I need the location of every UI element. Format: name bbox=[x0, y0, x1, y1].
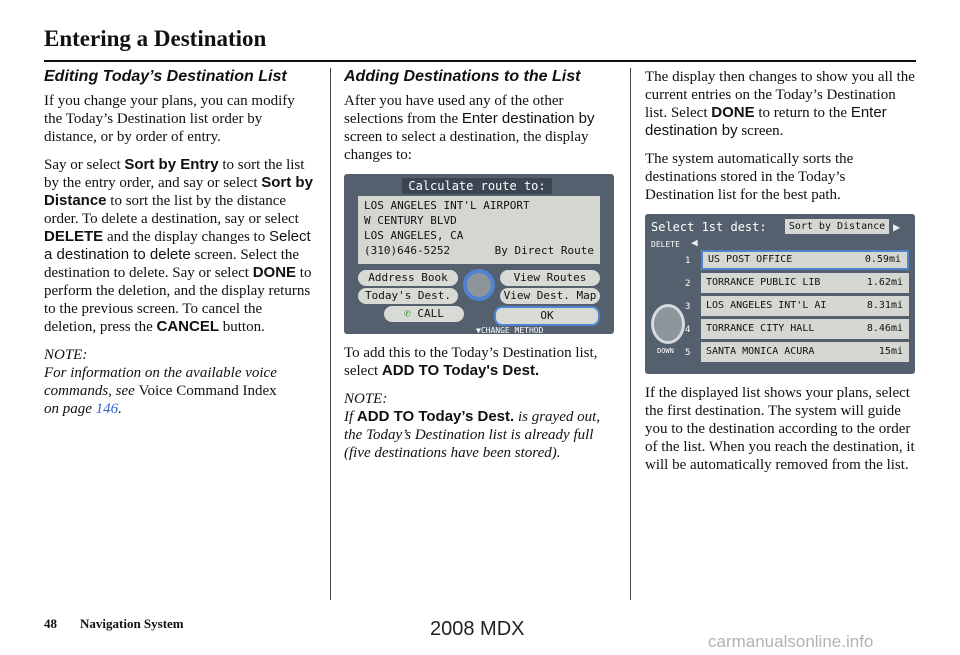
destination-info bbox=[358, 196, 600, 264]
list-item[interactable] bbox=[701, 319, 909, 339]
dest-name: LOS ANGELES INT'L AI bbox=[706, 300, 827, 311]
dest-distance: 1.62mi bbox=[866, 277, 903, 288]
list-numbers bbox=[685, 250, 690, 365]
editing-intro: If you change your plans, you can modify the Today’s Destination list order by distance, or by order of entry. bbox=[44, 93, 295, 145]
dest-line: LOS ANGELES INT'L AIRPORT bbox=[364, 199, 530, 212]
section-heading-adding: Adding Destinations to the List bbox=[344, 68, 581, 85]
keyword-add-to-todays-dest: ADD TO Today's Dest. bbox=[381, 362, 540, 379]
text: . bbox=[118, 401, 122, 417]
list-number: 2 bbox=[685, 279, 691, 289]
footer-section: Navigation System bbox=[80, 616, 184, 631]
text: After you have used any of the other selections from the bbox=[344, 93, 564, 127]
phone-icon: ✆ bbox=[404, 307, 418, 320]
change-method-label: ▼CHANGE METHOD bbox=[476, 326, 544, 334]
keyword-done: DONE bbox=[711, 104, 755, 121]
text: and the display changes to bbox=[103, 229, 269, 245]
auto-sort-text: The system automatically sorts the destinations stored in the Today’s Destination list for the best path. bbox=[645, 151, 854, 203]
page-link[interactable]: 146 bbox=[95, 401, 119, 417]
dest-distance: 0.59mi bbox=[864, 254, 901, 265]
note-label: NOTE: bbox=[44, 347, 88, 363]
column-adding bbox=[344, 68, 616, 472]
dest-distance: 8.46mi bbox=[866, 323, 903, 334]
address-book-label: Address Book bbox=[368, 271, 448, 284]
dest-name: SANTA MONICA ACURA bbox=[706, 346, 815, 357]
keyword-sort-by-distance: Sort by Distance bbox=[44, 174, 313, 209]
list-item[interactable] bbox=[701, 250, 909, 270]
keyword-add-to-todays-dest: ADD TO Today’s Dest. bbox=[356, 408, 515, 425]
keyword-cancel: CANCEL bbox=[156, 318, 219, 335]
dest-distance: 8.31mi bbox=[866, 300, 903, 311]
list-number: 4 bbox=[685, 325, 691, 335]
column-divider bbox=[630, 68, 631, 600]
list-number: 5 bbox=[685, 348, 691, 358]
text: to perform the deletion, and the display returns to the previous screen. To cancel the deletion, press the bbox=[44, 265, 312, 335]
dest-line: LOS ANGELES, CA bbox=[364, 229, 464, 242]
column-divider bbox=[330, 68, 331, 600]
column-list bbox=[645, 68, 917, 484]
selector-knob-icon bbox=[651, 304, 685, 344]
note-label: NOTE: bbox=[344, 391, 388, 407]
selector-knob-icon bbox=[463, 269, 495, 301]
down-label: DOWN bbox=[657, 347, 674, 355]
text: screen to select a destination, the display changes to: bbox=[344, 129, 589, 163]
text: screen. bbox=[737, 123, 784, 139]
call-button[interactable] bbox=[384, 306, 464, 322]
adding-intro bbox=[344, 92, 616, 164]
text: to return to the bbox=[754, 105, 851, 121]
call-label: CALL bbox=[417, 307, 444, 320]
dest-name: TORRANCE CITY HALL bbox=[706, 323, 815, 334]
route-method: By Direct Route bbox=[494, 244, 594, 257]
keyword-done: DONE bbox=[252, 264, 297, 281]
text: button. bbox=[218, 319, 265, 335]
text: Say or select bbox=[44, 157, 125, 173]
dest-name: TORRANCE PUBLIC LIB bbox=[706, 277, 821, 288]
text: is grayed out, the Today’s Destination list is already full (five destinations have been stored). bbox=[344, 409, 601, 461]
list-item[interactable] bbox=[701, 296, 909, 316]
list-item[interactable] bbox=[701, 342, 909, 362]
dest-distance: 15mi bbox=[878, 346, 903, 357]
text: To add this to the Today’s Destination list, select bbox=[344, 345, 598, 379]
keyword-delete: DELETE bbox=[44, 228, 104, 245]
text: on page bbox=[44, 401, 96, 417]
editing-instructions bbox=[44, 156, 316, 336]
list-number: 1 bbox=[685, 256, 691, 266]
screenshot-calculate-route bbox=[344, 174, 614, 334]
model-watermark: 2008 MDX bbox=[430, 618, 525, 640]
section-heading-editing: Editing Today’s Destination List bbox=[44, 68, 287, 85]
text: If bbox=[344, 409, 357, 425]
column-editing bbox=[44, 68, 316, 428]
destination-list bbox=[701, 250, 909, 365]
delete-label[interactable]: DELETE bbox=[651, 240, 680, 249]
todays-dest-label: Today's Dest. bbox=[364, 289, 452, 302]
view-dest-map-button[interactable]: View Dest. Map bbox=[500, 288, 600, 304]
text: to sort the list by the entry order, and say or select bbox=[44, 157, 305, 191]
dest-phone-route bbox=[364, 243, 594, 258]
site-watermark: carmanualsonline.info bbox=[708, 632, 874, 651]
note-voice-commands bbox=[44, 364, 316, 418]
adding-instruction bbox=[344, 344, 616, 380]
dest-name: US POST OFFICE bbox=[708, 254, 793, 265]
screen-name-enter-destination: Enter destination by bbox=[461, 110, 595, 127]
text: to sort the list by the distance order. To delete a destination, say or select bbox=[44, 193, 299, 227]
list-item[interactable] bbox=[701, 273, 909, 293]
phone-number: (310)646-5252 bbox=[364, 244, 451, 257]
screen-header: Calculate route to: bbox=[402, 178, 552, 194]
note-list-full bbox=[344, 408, 616, 462]
keyword-sort-by-entry: Sort by Entry bbox=[124, 156, 219, 173]
back-arrow-icon[interactable]: ◀ bbox=[691, 236, 698, 249]
screenshot-select-1st-dest bbox=[645, 214, 915, 374]
add-to-todays-dest-button[interactable] bbox=[358, 288, 458, 304]
guidance-text: If the displayed list shows your plans, select the first destination. The system will guide you to the destination according to the order of the list. When you reach the destination, it will be automatically removed from the list. bbox=[645, 385, 915, 473]
text: screen. Select the destination to delete. Say or select bbox=[44, 247, 300, 281]
add-to-address-book-button[interactable] bbox=[358, 270, 458, 286]
list-number: 3 bbox=[685, 302, 691, 312]
page-title: Entering a Destination bbox=[44, 26, 267, 51]
screen-name-enter-destination: Enter destination by bbox=[645, 104, 887, 139]
text: For information on the available voice commands, see bbox=[44, 365, 277, 399]
screen-name-select-delete: Select a destination to delete bbox=[44, 228, 311, 263]
ok-button[interactable]: OK bbox=[494, 306, 600, 326]
list-display-text bbox=[645, 68, 917, 140]
dest-line: W CENTURY BLVD bbox=[364, 214, 457, 227]
text: The display then changes to show you all the current entries on the Today’s Destination list. Select bbox=[645, 69, 915, 121]
header-rule bbox=[44, 60, 916, 62]
page-number: 48 bbox=[44, 616, 57, 631]
note-reference: Voice Command Index bbox=[138, 383, 277, 399]
sort-by-distance-button[interactable]: Sort by Distance bbox=[785, 219, 889, 234]
view-routes-button[interactable]: View Routes bbox=[500, 270, 600, 286]
play-arrow-icon[interactable]: ▶ bbox=[893, 220, 901, 234]
screen-header: Select 1st dest: bbox=[651, 220, 767, 234]
